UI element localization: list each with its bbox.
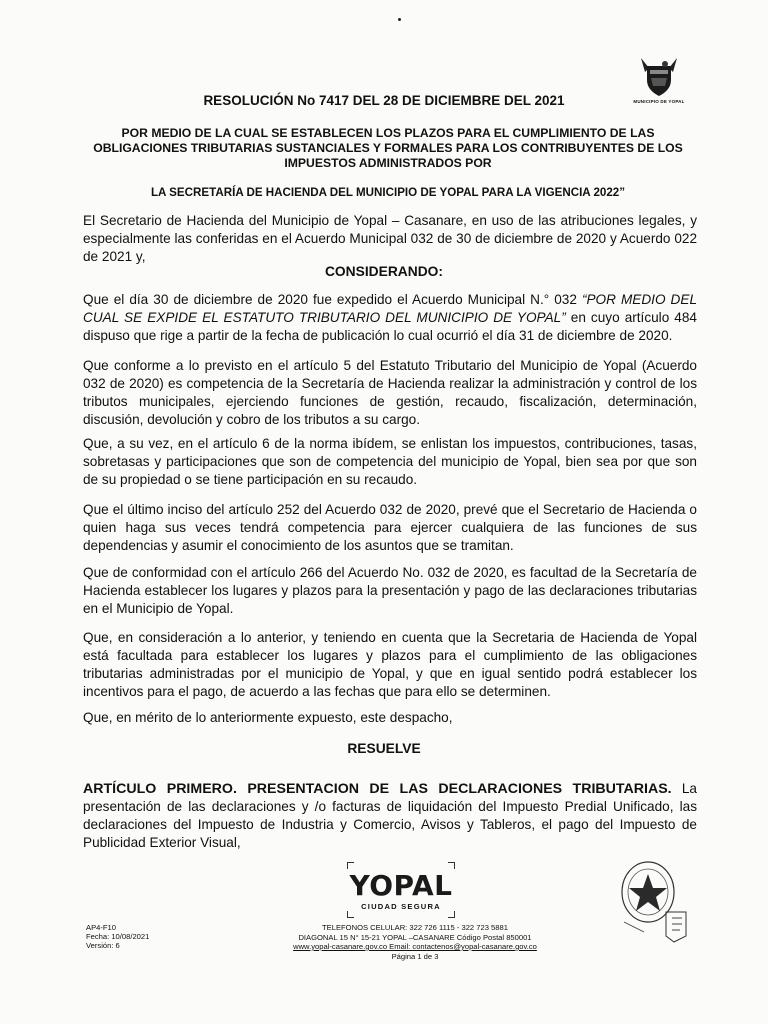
phone-line: TELEFONOS CELULAR: 322 726 1115 - 322 723 5881 — [322, 923, 508, 932]
paragraph-5: Que de conformidad con el artículo 266 del Acuerdo No. 032 de 2020, es facultad de la Secretaría de Hacienda establecer los lugares y plazos para la presentación y pago de las declaraciones tributarias en el Municipio de Yopal. — [83, 565, 697, 616]
logo-text: YOPAL — [349, 869, 453, 902]
paragraph-1-lead: Que el día 30 de diciembre de 2020 fue expedido el Acuerdo Municipal N.° 032 — [83, 292, 582, 307]
article-1-title: ARTÍCULO PRIMERO. PRESENTACION DE LAS DECLARACIONES TRIBUTARIAS. — [83, 781, 672, 797]
document-code-line: AP4-F10 — [86, 923, 116, 932]
page-number: Página 1 de 3 — [391, 951, 439, 961]
subtitle-line: OBLIGACIONES TRIBUTARIAS SUSTANCIALES Y FORMALES PARA LOS CONTRIBUYENTES DE LOS — [93, 141, 683, 155]
scan-dot — [398, 18, 401, 21]
paragraph-1-tail: en cuyo artículo 484 dispuso que rige a partir de la fecha de publicación lo cual ocurrió el día 31 de diciembre de 2020. — [83, 310, 697, 343]
resolution-title: RESOLUCIÓN No 7417 DEL 28 DE DICIEMBRE DEL 2021 — [203, 93, 565, 108]
article-1 — [83, 780, 697, 852]
paragraph-7: Que, en mérito de lo anteriormente expuesto, este despacho, — [83, 710, 453, 725]
paragraph-1-quote: “POR MEDIO DEL CUAL SE EXPIDE EL ESTATUTO TRIBUTARIO DEL MUNICIPIO DE YOPAL” — [83, 292, 697, 325]
subtitle-line: IMPUESTOS ADMINISTRADOS POR — [284, 156, 492, 170]
subtitle-line: POR MEDIO DE LA CUAL SE ESTABLECEN LOS PLAZOS PARA EL CUMPLIMIENTO DE LAS — [121, 126, 655, 140]
yopal-logo — [345, 860, 457, 920]
document-version-line: Versión: 6 — [86, 941, 120, 950]
document-code — [86, 923, 149, 950]
considerando-heading: CONSIDERANDO: — [324, 264, 444, 279]
resuelve-heading: RESUELVE — [347, 741, 421, 756]
paragraph-4: Que el último inciso del artículo 252 del Acuerdo 032 de 2020, prevé que el Secretario de Hacienda o quien haga sus veces tendrá competencia para ejercer cualquiera de las funciones de sus dependencias y asumir el conocimiento de los asuntos que se tramitan. — [83, 502, 697, 553]
web-email-line: www.yopal-casanare.gov.co Email: contactenos@yopal-casanare.gov.co — [293, 942, 537, 951]
paragraph-6: Que, en consideración a lo anterior, y teniendo en cuenta que la Secretaria de Hacienda de Yopal está facultada para establecer los lugares y plazos para el cumplimiento de las obligaciones tributarias administradas por el municipio de Yopal, y que en igual sentido podrá establecer los incentivos para el pago, de acuerdo a las fechas que para ello se determinen. — [83, 630, 697, 699]
contact-info — [270, 923, 560, 961]
certification-seal — [614, 852, 694, 944]
crest-icon — [635, 54, 683, 98]
crest-caption: MUNICIPIO DE YOPAL — [633, 99, 685, 104]
article-1-text: La presentación de las declaraciones y /o facturas de liquidación del Impuesto Predial Unificado, las declaraciones del Impuesto de Industria y Comercio, Avisos y Tableros, el pago del Impuesto de Publicidad Exterior Visual, — [83, 781, 697, 850]
paragraph-2: Que conforme a lo previsto en el artículo 5 del Estatuto Tributario del Municipio de Yopal (Acuerdo 032 de 2020) es competencia de la Secretaría de Hacienda realizar la administración y control de los tributos municipales, ejerciendo funciones de gestión, recaudo, fiscalización, determinación, discusión, devolución y cobro de los tributos a su cargo. — [83, 358, 697, 427]
certification-seal-icon — [614, 852, 694, 944]
address-line: DIAGONAL 15 N° 15-21 YOPAL –CASANARE Código Postal 850001 — [298, 932, 532, 942]
intro-paragraph: El Secretario de Hacienda del Municipio de Yopal – Casanare, en uso de las atribuciones legales, y especialmente las conferidas en el Acuerdo Municipal 032 de 30 de diciembre de 2020 y Acuerdo 022 de 2021 y, — [83, 213, 697, 264]
paragraph-3: Que, a su vez, en el artículo 6 de la norma ibídem, se enlistan los impuestos, contribuciones, tasas, sobretasas y participaciones que son de competencia del municipio de Yopal, bien sea por que son de su propiedad o se tiene participación en su recaudo. — [83, 436, 697, 487]
logo-subtitle: CIUDAD SEGURA — [361, 902, 441, 911]
resolution-subtitle-secondary: LA SECRETARÍA DE HACIENDA DEL MUNICIPIO DE YOPAL PARA LA VIGENCIA 2022” — [150, 186, 626, 199]
resolution-subtitle — [70, 126, 706, 171]
document-date-line: Fecha: 10/08/2021 — [86, 932, 150, 941]
paragraph-1 — [83, 291, 697, 345]
